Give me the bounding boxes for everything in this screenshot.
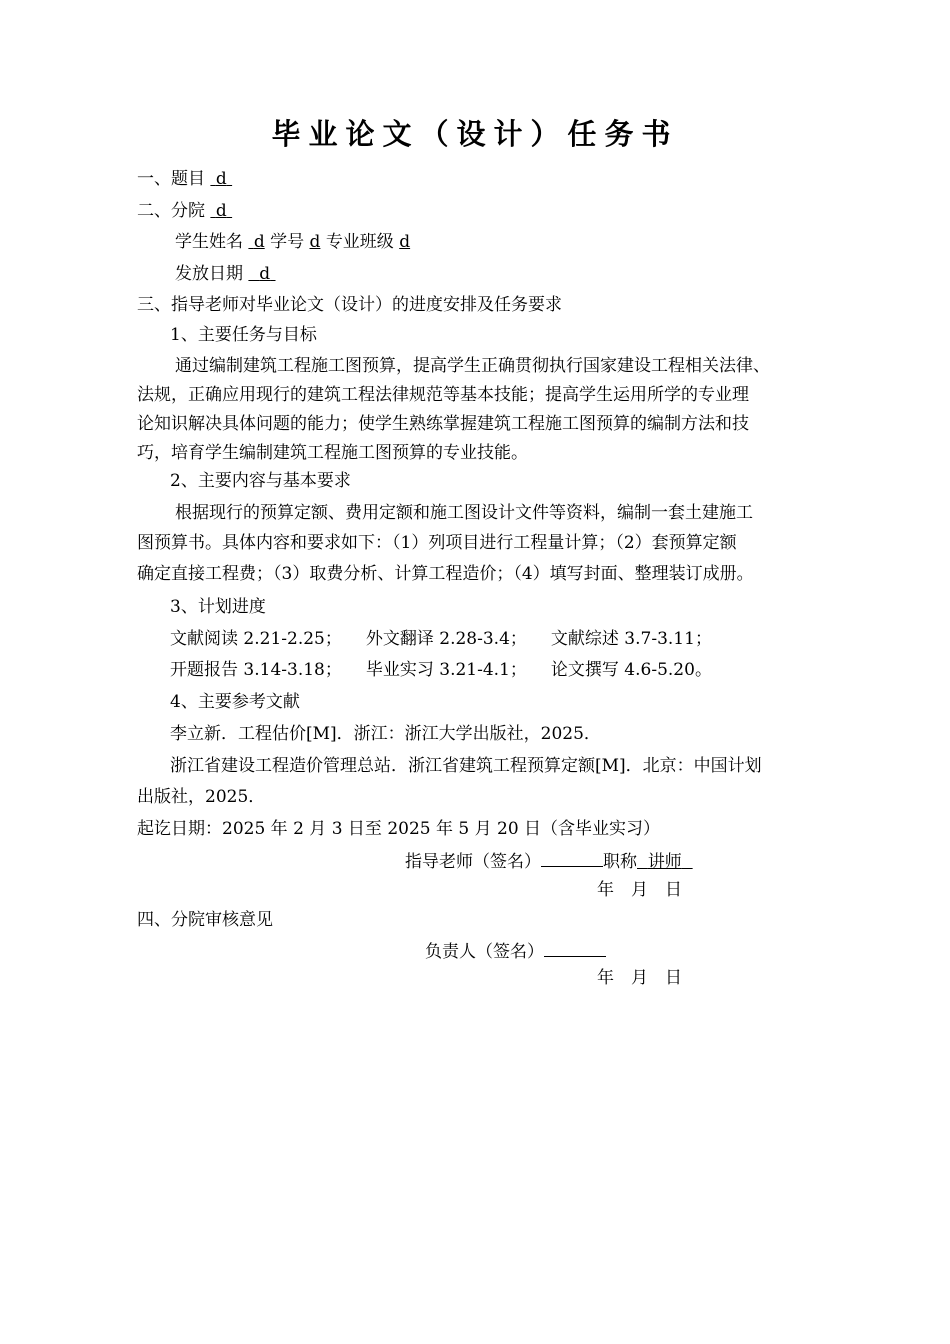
- student-name-value[interactable]: d: [253, 232, 265, 252]
- student-id-value[interactable]: d: [309, 232, 321, 252]
- advisor-title-value[interactable]: 讲师: [647, 852, 682, 872]
- issue-date-value[interactable]: d: [259, 264, 271, 284]
- s2-line-2: 图预算书。具体内容和要求如下：（1）列项目进行工程量计算；（2）套预算定额: [137, 533, 737, 553]
- s1-line-1: 通过编制建筑工程施工图预算，提高学生正确贯彻执行国家建设工程相关法律、: [175, 356, 770, 376]
- section4-heading: 四、分院审核意见: [137, 910, 273, 930]
- topic-line: [137, 169, 232, 189]
- schedule-item: 论文撰写 4.6-5.20。: [550, 660, 712, 680]
- advisor-date: 年 月 日: [597, 880, 682, 900]
- schedule-item: 毕业实习 3.21-4.1；: [365, 660, 527, 680]
- s1-line-4: 巧，培育学生编制建筑工程施工图预算的专业技能。: [137, 443, 528, 463]
- student-id-label: 学号: [270, 232, 305, 252]
- department-line: [137, 201, 232, 221]
- advisor-sign-line: [405, 850, 693, 872]
- schedule-row-2: [170, 660, 712, 680]
- document-title: 毕业论文（设计）任务书: [271, 117, 679, 151]
- advisor-title-label: 职称: [603, 852, 637, 872]
- schedule-item: 开题报告 3.14-3.18；: [170, 660, 342, 680]
- section3-heading: 三、指导老师对毕业论文（设计）的进度安排及任务要求: [137, 295, 562, 315]
- department-label: 二、分院: [137, 201, 205, 221]
- topic-label: 一、题目: [137, 169, 205, 189]
- student-info-line: [175, 232, 410, 252]
- responsible-signature-field[interactable]: [544, 940, 606, 957]
- department-value[interactable]: d: [215, 201, 227, 221]
- s4-heading: 4、主要参考文献: [170, 692, 300, 712]
- advisor-sign-label: 指导老师（签名）: [405, 852, 541, 872]
- student-name-label: 学生姓名: [175, 232, 243, 252]
- period-line: 起讫日期：2025 年 2 月 3 日至 2025 年 5 月 20 日（含毕业实习）: [137, 819, 661, 839]
- reference-2-cont: 出版社，2025．: [137, 787, 266, 807]
- student-class-label: 专业班级: [325, 232, 394, 252]
- s2-line-1: 根据现行的预算定额、费用定额和施工图设计文件等资料，编制一套土建施工: [175, 503, 753, 523]
- reference-1: 李立新．工程估价[M]．浙江：浙江大学出版社，2025．: [170, 724, 601, 744]
- issue-date-line: [175, 264, 276, 284]
- topic-value[interactable]: d: [215, 169, 227, 189]
- reference-2: 浙江省建设工程造价管理总站．浙江省建筑工程预算定额[M]．北京：中国计划: [170, 756, 762, 776]
- schedule-item: 文献阅读 2.21-2.25；: [170, 629, 342, 649]
- responsible-sign-line: [425, 940, 606, 962]
- s1-line-3: 论知识解决具体问题的能力；使学生熟练掌握建筑工程施工图预算的编制方法和技: [137, 414, 749, 434]
- s2-heading: 2、主要内容与基本要求: [170, 471, 351, 491]
- s2-line-3: 确定直接工程费；（3）取费分析、计算工程造价；（4）填写封面、整理装订成册。: [137, 564, 754, 584]
- s1-line-2: 法规，正确应用现行的建筑工程法律规范等基本技能；提高学生运用所学的专业理: [137, 385, 749, 405]
- s1-heading: 1、主要任务与目标: [170, 325, 317, 345]
- schedule-item: 外文翻译 2.28-3.4；: [365, 629, 527, 649]
- responsible-sign-label: 负责人（签名）: [425, 942, 544, 962]
- responsible-date: 年 月 日: [597, 968, 682, 988]
- issue-date-label: 发放日期: [175, 264, 243, 284]
- s3-heading: 3、计划进度: [170, 597, 266, 617]
- schedule-item: 文献综述 3.7-3.11；: [550, 629, 712, 649]
- schedule-row-1: [170, 629, 712, 649]
- student-class-value[interactable]: d: [399, 232, 411, 252]
- advisor-signature-field[interactable]: [541, 850, 603, 867]
